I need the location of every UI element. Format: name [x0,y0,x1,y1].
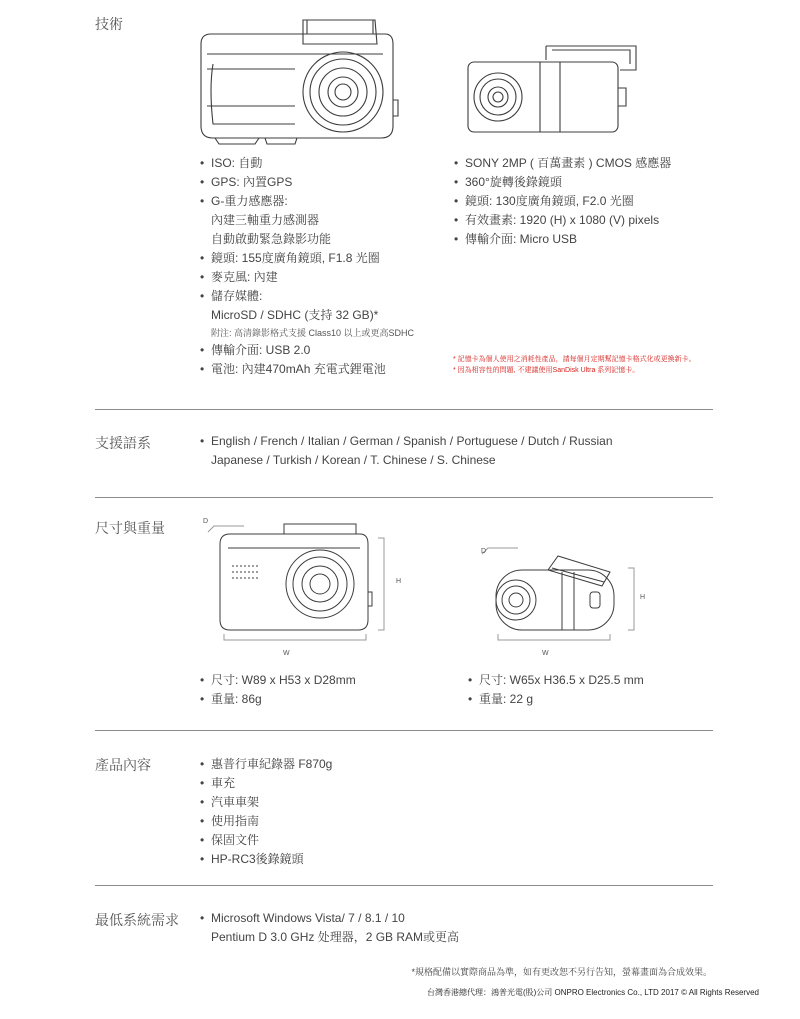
front-width-label: W [283,650,290,657]
spec-gsensor: • G-重力感應器: [197,192,414,211]
rear-spec-rotation: • 360°旋轉後錄鏡頭 [451,173,671,192]
rear-spec-lens: • 鏡頭: 130度廣角鏡頭, F2.0 光圈 [451,192,671,211]
spec-lens: • 鏡頭: 155度廣角鏡頭, F1.8 光圈 [197,249,414,268]
spec-storage-detail: MicroSD / SDHC (支持 32 GB)* [211,308,379,322]
list-item: • 惠普行車紀錄器 F870g [197,755,332,774]
list-item: • 車充 [197,774,332,793]
list-item: • 使用指南 [197,812,332,831]
requirements-list [197,909,459,947]
rear-spec-sensor: • SONY 2MP ( 百萬畫素 ) CMOS 感應器 [451,154,671,173]
front-dimension-specs [197,671,356,709]
spec-battery: • 電池: 內建470mAh 充電式鋰電池 [197,360,414,379]
section-title-contents: 產品內容 [95,757,151,773]
section-title-languages: 支援語系 [95,435,151,451]
footer-disclaimer: *規格配備以實際商品為準，如有更改恕不另行告知，螢幕畫面為合成效果。 [411,967,712,977]
divider [95,885,713,886]
footer-distributor: 台灣香港總代理：鴻普光電(股)公司 ONPRO Electronics Co., LTD 2017 © All Rights Reserved [426,988,759,997]
list-item: • HP-RC3後錄鏡頭 [197,850,332,869]
divider [95,497,713,498]
package-contents-list [197,755,332,869]
section-title-dimensions: 尺寸與重量 [95,520,165,536]
front-size: • 尺寸: W89 x H53 x D28mm [197,671,356,690]
requirements-os: • Microsoft Windows Vista/ 7 / 8.1 / 10 [197,909,459,928]
dashcam-front-illustration [195,14,400,149]
camera-spec-list [197,154,414,379]
rear-depth-label: D [481,548,487,555]
spec-gsensor-detail-2: 自動啟動緊急錄影功能 [211,232,332,246]
spec-gps: • GPS: 內置GPS [197,173,414,192]
divider [95,409,713,410]
spec-iso: • ISO: 自動 [197,154,414,173]
list-item: • 汽車車架 [197,793,332,812]
rear-spec-interface: • 傳輸介面: Micro USB [451,230,671,249]
spec-microphone: • 麥克風: 內建 [197,268,414,287]
requirements-hardware: Pentium D 3.0 GHz 处理器，2 GB RAM或更高 [211,930,460,944]
memory-card-note-2: * 因為相容性的問題, 不建議使用SanDisk Ultra 系列記憶卡。 [453,367,640,374]
section-title-tech: 技術 [95,16,123,32]
rear-size: • 尺寸: W65x H36.5 x D25.5 mm [465,671,644,690]
language-list [197,432,613,470]
front-depth-label: D [203,518,209,525]
memory-card-note-1: * 記憶卡為個人使用之消耗性產品，請每個月定期幫記憶卡格式化或更換新卡。 [453,356,696,363]
dashcam-dimension-drawing [200,516,400,646]
front-weight: • 重量: 86g [197,690,356,709]
rear-spec-list [451,154,671,249]
rear-dimension-specs [465,671,644,709]
languages-line-1: • English / French / Italian / German / Spanish / Portuguese / Dutch / Russian [197,432,613,451]
front-height-label: H [396,578,402,585]
rear-weight: • 重量: 22 g [465,690,644,709]
spec-interface: • 傳輸介面: USB 2.0 [197,341,414,360]
rear-camera-dimension-drawing [478,540,648,645]
divider [95,730,713,731]
section-title-requirements: 最低系統需求 [95,912,179,928]
languages-line-2: Japanese / Turkish / Korean / T. Chinese / S. Chinese [211,453,496,467]
rear-camera-illustration [460,40,640,140]
spec-storage-note: 附注: 高清錄影格式支援 Class10 以上或更高SDHC [211,328,415,338]
rear-spec-pixels: • 有效畫素: 1920 (H) x 1080 (V) pixels [451,211,671,230]
rear-width-label: W [542,650,549,657]
spec-storage: • 儲存媒體: [197,287,414,306]
spec-gsensor-detail-1: 內建三軸重力感測器 [211,213,320,227]
rear-height-label: H [640,594,646,601]
list-item: • 保固文件 [197,831,332,850]
